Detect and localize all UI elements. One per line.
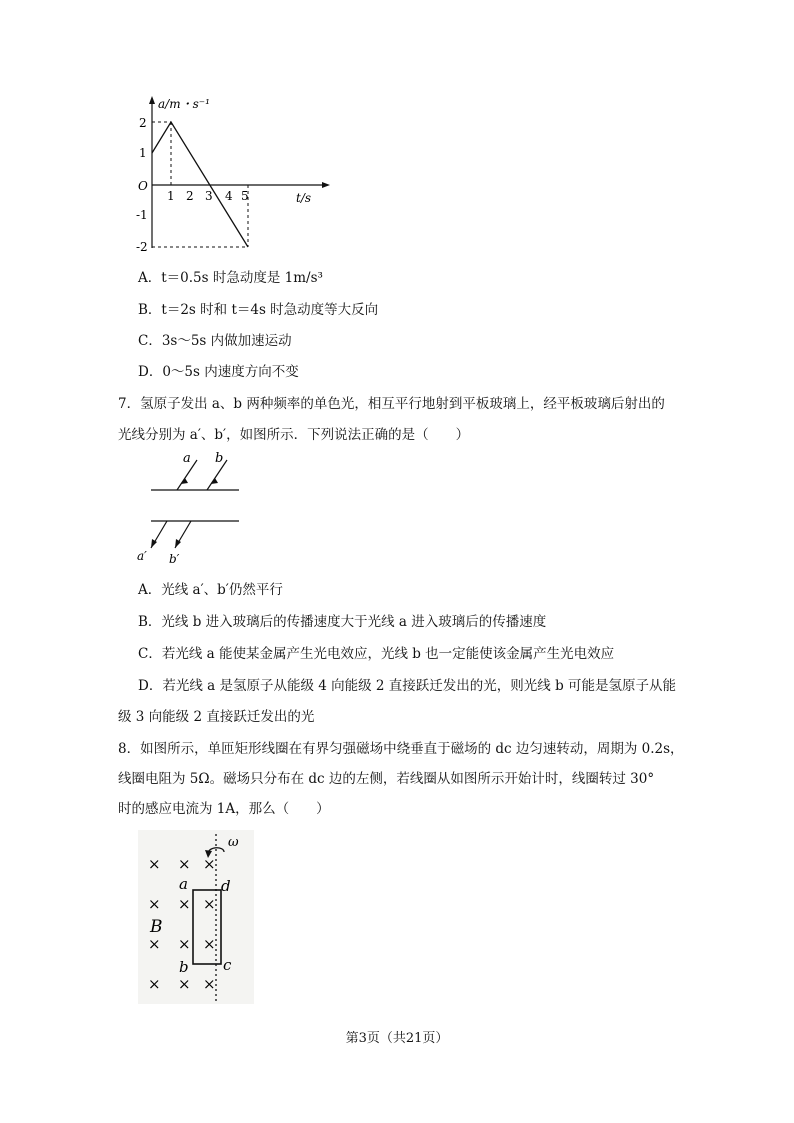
q7-option-d: D．若光线 a 是氢原子从能级 4 向能级 2 直接跃迁发出的光，则光线 b 可能是氢原子从能 (138, 678, 677, 694)
y-tick-1: 1 (139, 146, 147, 160)
y-tick-neg2: -2 (136, 240, 148, 254)
q6-option-c: C．3s～5s 内做加速运动 (138, 333, 292, 349)
x-tick-4: 4 (225, 189, 233, 203)
corner-d-label: d (221, 877, 231, 895)
q7-stem-line2: 光线分别为 a′、b′，如图所示．下列说法正确的是（ ） (118, 427, 470, 443)
y-axis-label: a/m・s⁻¹ (158, 97, 210, 111)
y-tick-2: 2 (139, 116, 147, 130)
rotating-coil-figure (138, 830, 254, 1004)
q8-stem-line2: 线圈电阻为 5Ω。磁场只分布在 dc 边的左侧，若线圈从如图所示开始计时，线圈转过 30° (118, 771, 655, 787)
q7-option-b: B．光线 b 进入玻璃后的传播速度大于光线 a 进入玻璃后的传播速度 (138, 614, 547, 630)
field-cross: × (148, 855, 161, 873)
field-cross: × (203, 895, 216, 913)
glass-plate-figure (135, 448, 250, 578)
corner-a-label: a (179, 875, 188, 893)
field-cross: × (148, 975, 161, 993)
y-axis-arrow (149, 96, 155, 104)
x-tick-3: 3 (205, 189, 213, 203)
x-tick-1: 1 (167, 189, 175, 203)
field-cross: × (178, 855, 191, 873)
q6-option-d: D．0～5s 内速度方向不变 (138, 364, 299, 380)
ray-b-label: b (215, 451, 224, 466)
page-footer: 第3页（共21页） (345, 1031, 449, 1046)
x-axis-label: t/s (296, 191, 312, 205)
corner-b-label: b (179, 958, 189, 976)
field-cross: × (203, 975, 216, 993)
q8-stem-line3: 时的感应电流为 1A，那么（ ） (118, 801, 330, 817)
x-axis-arrow (322, 182, 330, 188)
corner-c-label: c (223, 956, 232, 974)
field-cross: × (178, 935, 191, 953)
field-cross: × (178, 975, 191, 993)
q7-option-c: C．若光线 a 能使某金属产生光电效应，光线 b 也一定能使该金属产生光电效应 (138, 646, 615, 662)
field-b-label: B (150, 917, 163, 937)
omega-label: ω (228, 835, 239, 850)
ray-a-label: a (183, 451, 191, 466)
ray-a-arrow (181, 478, 188, 484)
ray-a-prime-label: a′ (137, 549, 147, 563)
field-cross: × (148, 895, 161, 913)
q7-option-a: A．光线 a′、b′仍然平行 (138, 582, 283, 598)
field-cross: × (148, 935, 161, 953)
field-cross: × (203, 935, 216, 953)
ray-b-prime-label: b′ (169, 552, 180, 566)
field-cross: × (178, 895, 191, 913)
x-tick-2: 2 (186, 189, 194, 203)
q7-option-d-continued: 级 3 向能级 2 直接跃迁发出的光 (118, 709, 315, 725)
q8-stem-line1: 8．如图所示，单匝矩形线圈在有界匀强磁场中绕垂直于磁场的 dc 边匀速转动，周期为 0.2s， (118, 741, 684, 757)
ray-b-arrow (211, 478, 218, 484)
x-tick-5: 5 (241, 189, 249, 203)
q6-option-b: B．t＝2s 时和 t＝4s 时急动度等大反向 (138, 302, 379, 318)
q7-stem-line1: 7．氢原子发出 a、b 两种频率的单色光，相互平行地射到平板玻璃上，经平板玻璃后射出的 (118, 396, 665, 412)
acceleration-time-graph (130, 90, 330, 260)
q6-option-a: A．t＝0.5s 时急动度是 1m/s³ (138, 270, 323, 286)
field-cross: × (203, 855, 216, 873)
origin-label: O (138, 179, 148, 193)
y-tick-neg1: -1 (136, 208, 148, 222)
